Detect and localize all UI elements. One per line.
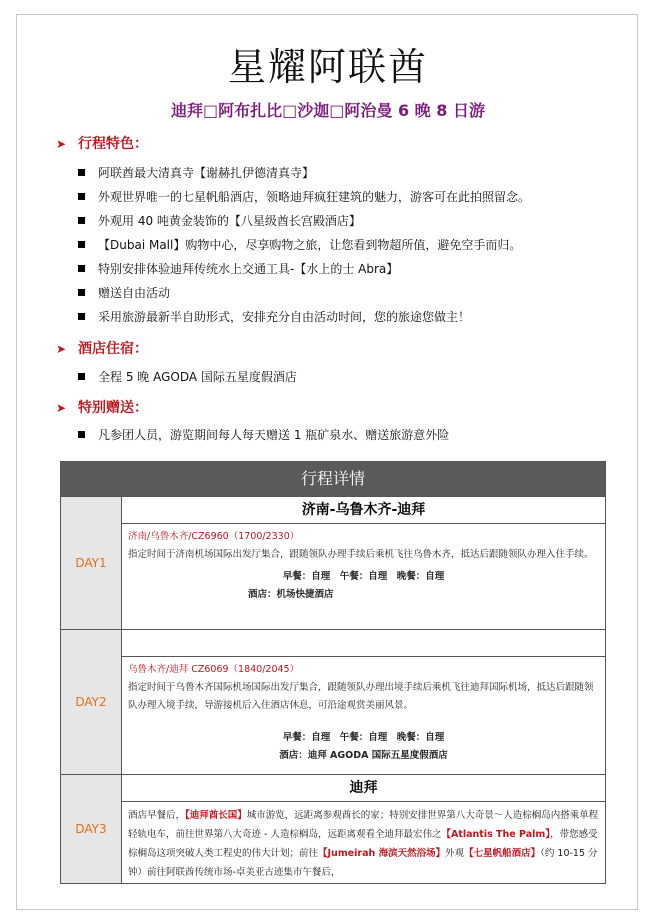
list-item-text: 赠送自由活动 bbox=[98, 286, 171, 300]
list-item bbox=[78, 209, 618, 233]
route-title: 迪拜 bbox=[122, 775, 605, 802]
day-label: DAY1 bbox=[61, 497, 122, 629]
day-label: DAY2 bbox=[61, 630, 122, 774]
desc-highlight: 【Jumeirah 海滨天然浴场】 bbox=[318, 848, 446, 859]
list-item bbox=[78, 305, 618, 329]
square-bullet-icon bbox=[78, 265, 85, 272]
gift-list bbox=[78, 423, 618, 447]
list-item-text: 外观用 40 吨黄金装饰的【八星级酋长宫殿酒店】 bbox=[98, 214, 361, 228]
square-bullet-icon bbox=[78, 313, 85, 320]
route-title bbox=[122, 630, 605, 657]
hotel-info: 酒店：机场快捷酒店 bbox=[248, 589, 334, 600]
gift-heading bbox=[56, 397, 148, 417]
features-heading-label: 行程特色： bbox=[78, 136, 148, 152]
hotel-list bbox=[78, 365, 618, 389]
table-row bbox=[61, 629, 605, 774]
list-item-text: 全程 5 晚 AGODA 国际五星度假酒店 bbox=[98, 370, 297, 384]
list-item bbox=[78, 233, 618, 257]
features-heading bbox=[56, 133, 148, 153]
list-item bbox=[78, 423, 618, 447]
itinerary-header: 行程详情 bbox=[61, 462, 605, 496]
list-item bbox=[78, 161, 618, 185]
desc-text: 酒店早餐后， bbox=[128, 810, 186, 821]
table-row bbox=[61, 774, 605, 883]
square-bullet-icon bbox=[78, 217, 85, 224]
square-bullet-icon bbox=[78, 193, 85, 200]
itinerary-table bbox=[60, 461, 606, 884]
list-item bbox=[78, 257, 618, 281]
hotel-heading bbox=[56, 338, 148, 358]
meals-info: 早餐：自理 午餐：自理 晚餐：自理 bbox=[282, 732, 445, 743]
desc-highlight: 【七星帆船酒店】 bbox=[464, 848, 541, 859]
page-title: 星耀阿联酋 bbox=[227, 45, 428, 89]
list-item-text: 【Dubai Mall】购物中心，尽享购物之旅，让您看到物超所值，避免空手而归。 bbox=[98, 238, 522, 252]
flight-info: 乌鲁木齐/迪拜 CZ6069（1840/2045） bbox=[128, 664, 300, 675]
list-item bbox=[78, 185, 618, 209]
route-title: 济南-乌鲁木齐-迪拜 bbox=[122, 497, 605, 524]
square-bullet-icon bbox=[78, 431, 85, 438]
desc-text: ，带您感受棕榈岛这项突破人类工程史的伟大计划；前往 bbox=[128, 829, 598, 859]
desc-text: 外观 bbox=[445, 848, 465, 859]
arrow-right-icon: ➤ bbox=[56, 342, 67, 356]
list-item-text: 阿联酋最大清真寺【谢赫扎伊德清真寺】 bbox=[98, 166, 315, 180]
day-content bbox=[122, 630, 605, 774]
table-row bbox=[61, 496, 605, 629]
desc-highlight: 【迪拜酋长国】 bbox=[185, 810, 247, 821]
day-body bbox=[122, 657, 605, 765]
day-description: 指定时间于济南机场国际出发厅集合，跟随领队办理手续后乘机飞往乌鲁木齐，抵达后跟随领队办理入住手续。 bbox=[128, 549, 594, 560]
day-body bbox=[122, 524, 605, 604]
day-description: 指定时间于乌鲁木齐国际机场国际出发厅集合，跟随领队办理出境手续后乘机飞往迪拜国际机场，抵达后跟随领队办理入境手续，导游接机后入住酒店休息，可沿途观赏美丽风景。 bbox=[128, 682, 594, 711]
desc-text: （约 10-15 分钟）前往阿联酋传统市场-卓美亚古迹集市午餐后， bbox=[128, 848, 598, 878]
meals-info: 早餐：自理 午餐：自理 晚餐：自理 bbox=[282, 571, 445, 582]
square-bullet-icon bbox=[78, 289, 85, 296]
square-bullet-icon bbox=[78, 373, 85, 380]
list-item bbox=[78, 365, 618, 389]
list-item-text: 外观世界唯一的七星帆船酒店，领略迪拜疯狂建筑的魅力，游客可在此拍照留念。 bbox=[98, 190, 531, 204]
flight-info: 济南/乌鲁木齐/CZ6960（1700/2330） bbox=[128, 531, 300, 542]
day-content bbox=[122, 497, 605, 629]
page-subtitle: 迪拜□阿布扎比□沙迦□阿治曼 6 晚 8 日游 bbox=[171, 101, 485, 120]
square-bullet-icon bbox=[78, 241, 85, 248]
list-item-text: 特别安排体验迪拜传统水上交通工具-【水上的士 Abra】 bbox=[98, 262, 399, 276]
list-item bbox=[78, 281, 618, 305]
desc-highlight: 【Atlantis The Palm】 bbox=[441, 829, 551, 840]
arrow-right-icon: ➤ bbox=[56, 137, 67, 151]
hotel-info: 酒店：迪拜 AGODA 国际五星度假酒店 bbox=[279, 750, 448, 761]
list-item-text: 采用旅游最新半自助形式，安排充分自由活动时间，您的旅途您做主！ bbox=[98, 310, 471, 324]
day-content bbox=[122, 775, 605, 883]
day-label: DAY3 bbox=[61, 775, 122, 883]
gift-heading-label: 特别赠送： bbox=[78, 400, 148, 416]
arrow-right-icon: ➤ bbox=[56, 401, 67, 415]
features-list bbox=[78, 161, 618, 329]
desc-text: 城市游览，远距离参观酋长的家；特别安排世界第八大奇景～人造棕榈岛内搭乘单程轻轨电车，前往世界第八大奇迹 - 人造棕榈岛，远距离观看全迪拜最宏伟之 bbox=[128, 810, 599, 840]
day-description bbox=[122, 802, 605, 882]
square-bullet-icon bbox=[78, 169, 85, 176]
hotel-heading-label: 酒店住宿： bbox=[78, 341, 148, 357]
list-item-text: 凡参团人员，游览期间每人每天赠送 1 瓶矿泉水、赠送旅游意外险 bbox=[98, 428, 450, 442]
